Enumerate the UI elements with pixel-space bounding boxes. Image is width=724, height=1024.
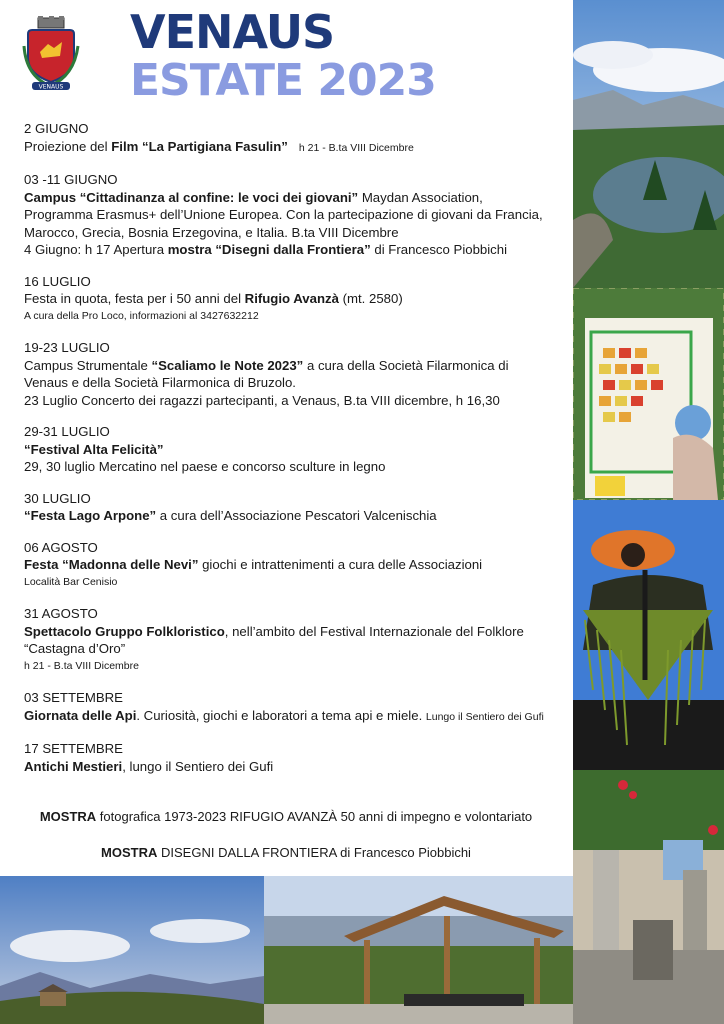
event-date: 29-31 LUGLIO [24,424,110,439]
event-text: . Curiosità, giochi e laboratori a tema api e miele. [136,707,423,723]
photo-mountain-hut [0,876,264,1024]
event-note: A cura della Pro Loco, informazioni al 3427632212 [24,309,259,322]
event-item [24,539,572,592]
event-list [24,120,572,789]
photo-bee-game [573,288,724,500]
event-text: Programma Erasmus+ dell’Unione Europea. Con la partecipazione di giovani da Francia, [24,207,543,222]
event-note: Località Bar Cenisio [24,575,118,588]
exhibition-text: fotografica 1973-2023 RIFUGIO AVANZÀ 50 anni di impegno e volontariato [96,809,533,824]
event-title: Giornata delle Api [24,707,137,723]
event-text: 29, 30 luglio Mercatino nel paese e concorso sculture in legno [24,459,386,474]
event-date: 31 AGOSTO [24,606,98,621]
event-title: Film “La Partigiana Fasulin” [111,138,288,154]
event-date: 30 LUGLIO [24,490,91,506]
event-text: Marocco, Grecia, Bosnia Erzegovina, e Italia. B.ta VIII Dicembre [24,224,399,240]
event-note: h 21 - B.ta VIII Dicembre [298,141,414,154]
event-date: 06 AGOSTO [24,539,98,555]
photo-folk-costume [573,500,724,770]
exhibition-label: MOSTRA [101,845,158,860]
event-text: , lungo il Sentiero dei Gufi [122,758,274,774]
event-item [24,120,572,157]
event-item [24,171,572,259]
event-item [24,740,572,775]
event-item [24,273,572,326]
event-title: “Festival Alta Felicità” [24,441,164,457]
event-text: Venaus e della Società Filarmonica di Bruzolo. [24,375,296,390]
exhibition-line [0,809,572,824]
event-text: 4 Giugno: h 17 Apertura [24,242,168,257]
event-text: Maydan Association, [358,189,483,205]
event-text: di Francesco Piobbichi [370,242,508,257]
event-title: “Festa Lago Arpone” [24,508,157,523]
event-text: 23 Luglio Concerto dei ragazzi partecipanti, a Venaus, B.ta VIII dicembre, h 16,30 [24,392,500,408]
event-title: mostra “Disegni dalla Frontiera” [167,242,371,257]
event-date: 03 SETTEMBRE [24,690,123,705]
photo-village-fountain [573,770,724,1024]
event-text: (mt. 2580) [338,291,403,306]
title-estate-2023: ESTATE 2023 [130,55,436,106]
event-title: Campus “Cittadinanza al confine: le voci dei giovani” [24,189,359,205]
event-title: “Scaliamo le Note 2023” [151,357,304,373]
event-item [24,339,572,409]
event-date: 03 -11 GIUGNO [24,172,118,187]
event-item [24,605,572,675]
exhibition-text: DISEGNI DALLA FRONTIERA di Francesco Piobbichi [157,845,471,860]
event-note: h 21 - B.ta VIII Dicembre [24,659,139,672]
event-note: Lungo il Sentiero dei Gufi [425,710,544,723]
exhibition-line [0,845,572,860]
title-venaus: VENAUS [130,5,335,59]
event-text: giochi e intrattenimenti a cura delle Associazioni [198,557,483,572]
crest-text: VENAUS [38,83,64,91]
event-date: 2 GIUGNO [24,121,89,136]
event-title: Rifugio Avanzà [244,291,339,306]
event-item [24,689,572,726]
event-date: 19-23 LUGLIO [24,340,110,355]
event-title: Festa “Madonna delle Nevi” [24,557,199,572]
event-item [24,423,572,476]
event-text: a cura dell’Associazione Pescatori Valcenischia [156,508,437,523]
event-text: , nell’ambito del Festival Internazionale del Folklore [224,623,524,639]
event-text: Campus Strumentale [24,357,152,373]
event-date: 17 SETTEMBRE [24,741,123,756]
photo-pavilion-concert [264,876,573,1024]
event-text: Proiezione del [24,138,112,154]
event-title: Spettacolo Gruppo Folkloristico [24,623,225,639]
event-title: Antichi Mestieri [24,758,123,774]
coat-of-arms-logo [20,16,82,94]
event-text: “Castagna d’Oro” [24,641,126,656]
photo-mountain-lake [573,0,724,288]
exhibition-label: MOSTRA [39,809,97,824]
event-text: Festa in quota, festa per i 50 anni del [24,291,245,306]
event-date: 16 LUGLIO [24,273,91,289]
event-text: a cura della Società Filarmonica di [303,357,509,373]
event-item [24,490,572,525]
